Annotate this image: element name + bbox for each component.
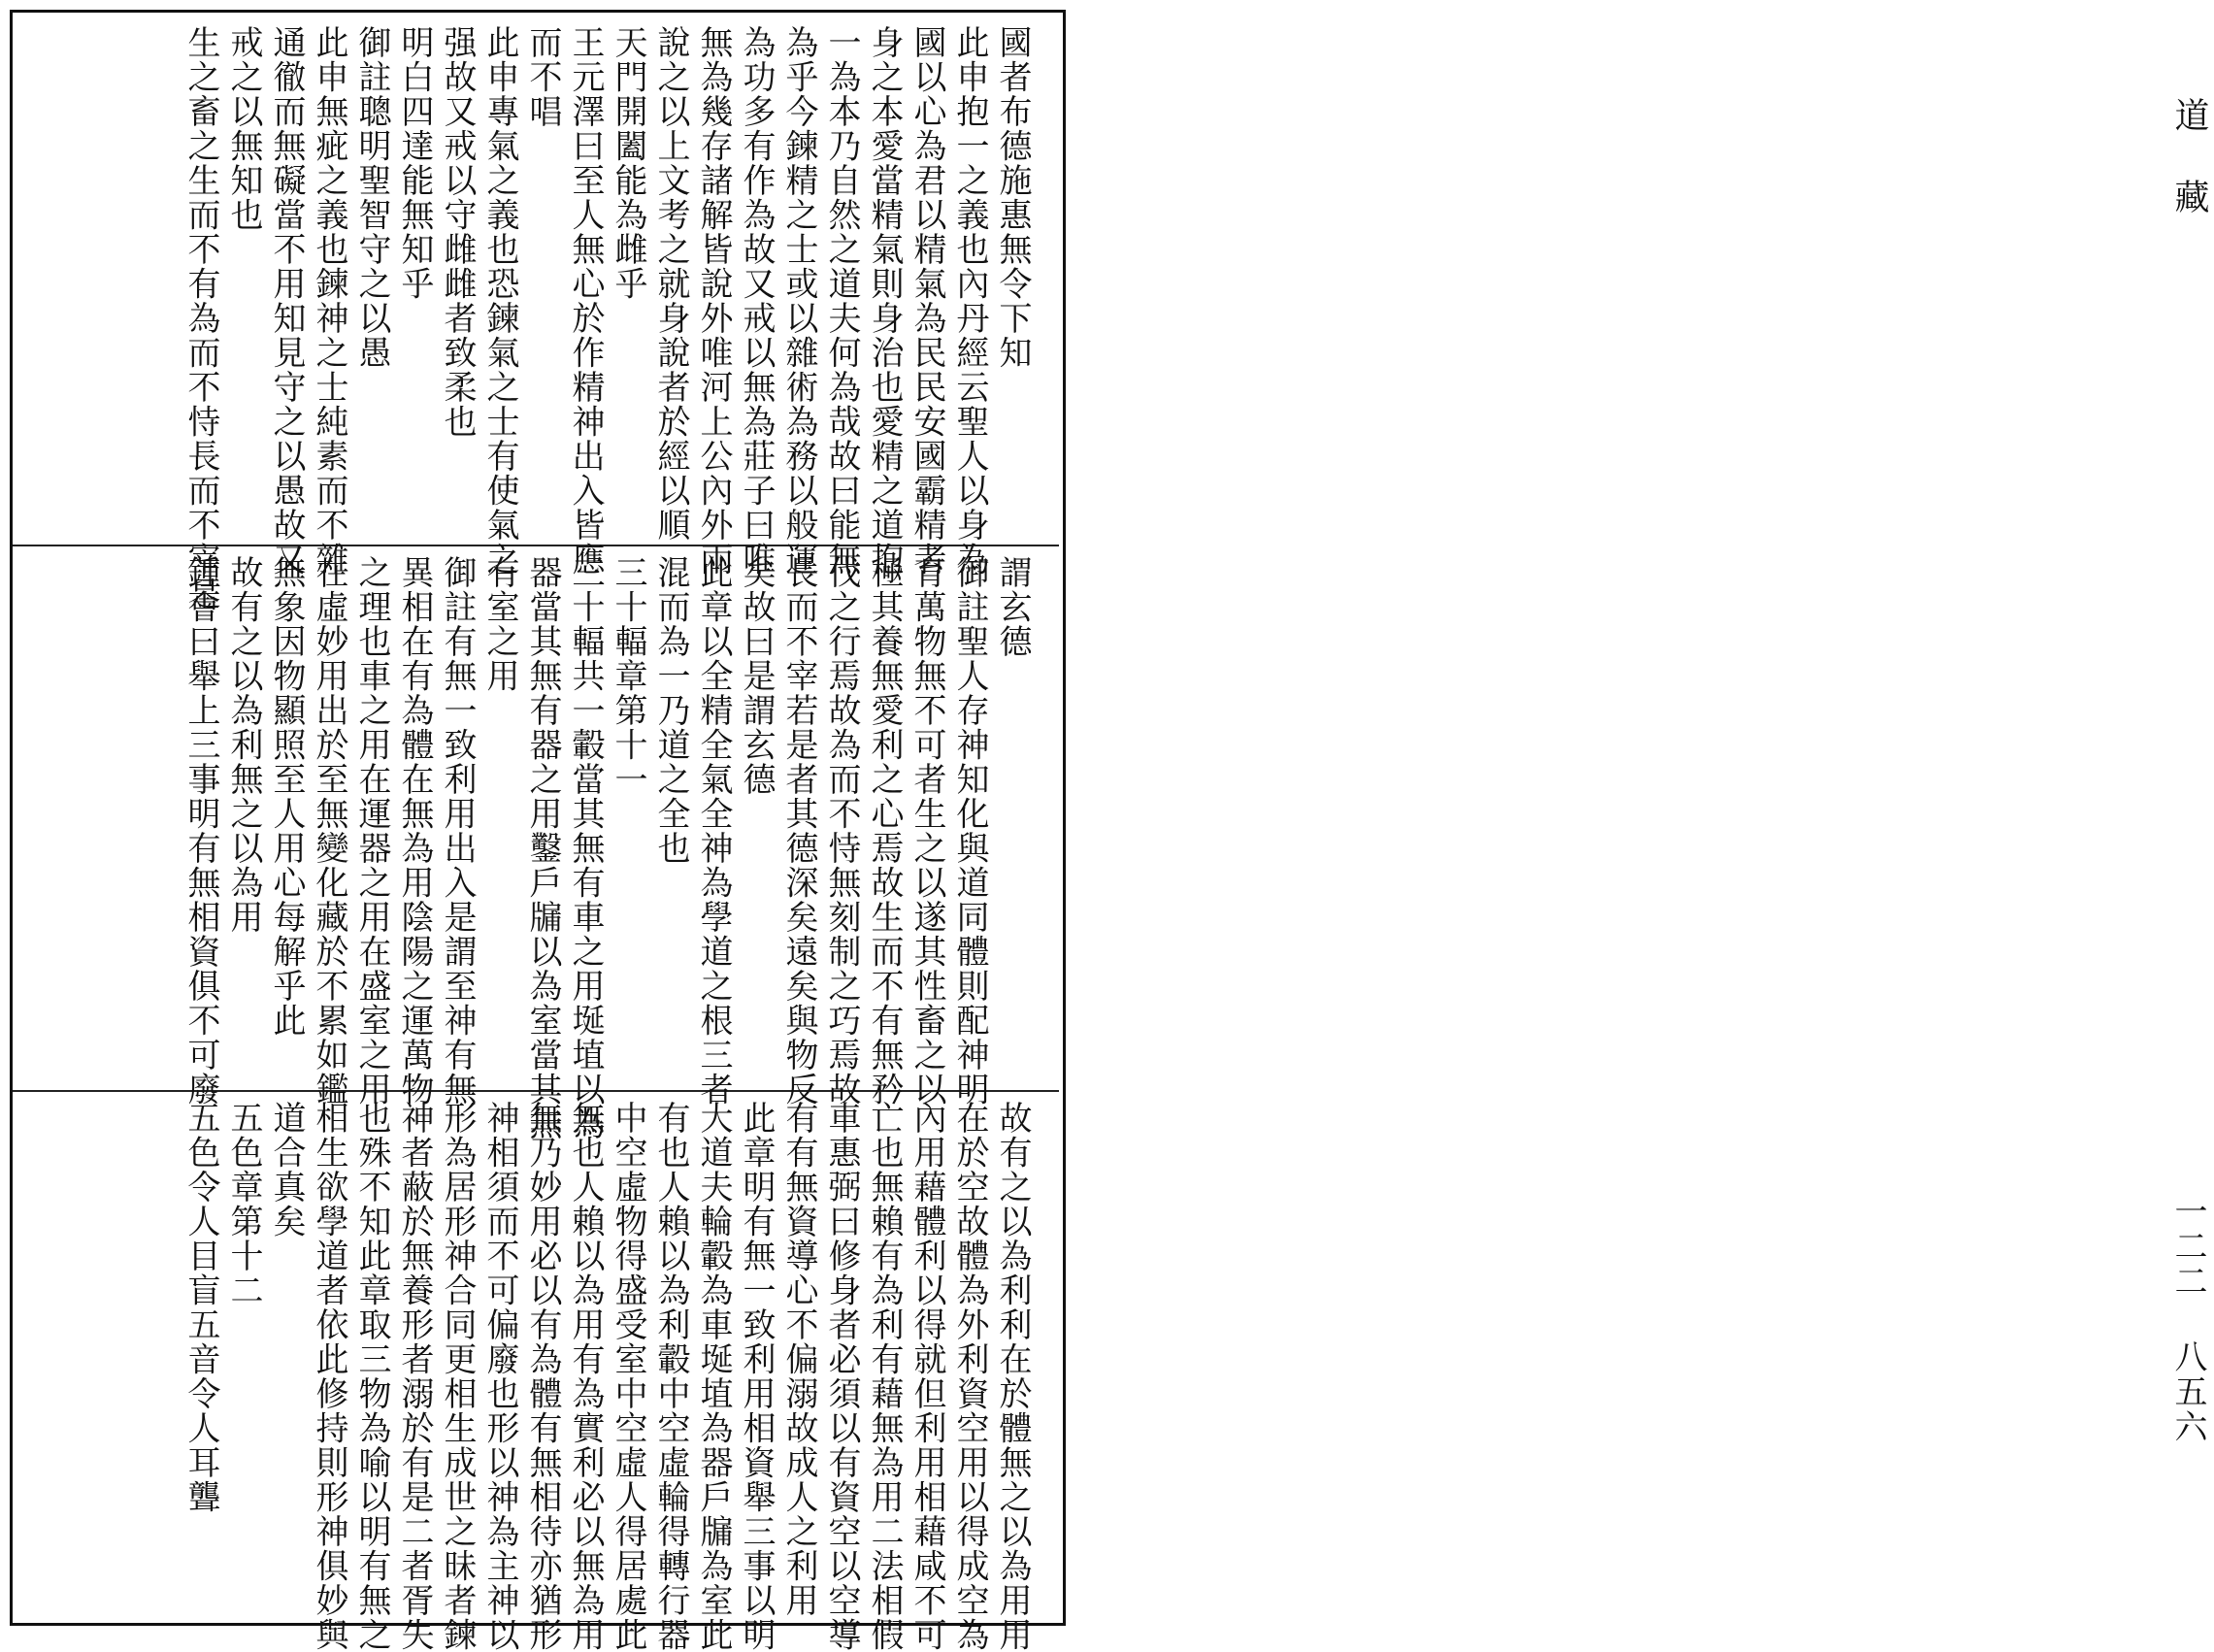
text-column: 相生欲學道者依此修持則形神俱妙與 [310, 1101, 348, 1652]
text-column: 中空虛物得盛受室中空虛人得居處此 [609, 1101, 647, 1652]
text-column: 有有無資導心不偏溺故成人之利用 [779, 1101, 818, 1618]
text-column: 大道夫輪轂為車埏埴為器戶牖為室此 [694, 1101, 733, 1652]
text-column: 在虛妙用出於至無變化藏於不累如鑑 [310, 555, 348, 1107]
text-column: 為功多有作為故又戒以無為莊子曰唯 [737, 25, 776, 577]
text-column: 內用藉體利以得就但利用相藉咸不可 [908, 1101, 946, 1652]
text-column: 御註聖人存神知化與道同體則配神明 [950, 555, 989, 1107]
text-column: 此申無疵之義也鍊神之士純素而不雜 [310, 25, 348, 577]
text-column: 亡也無賴有為利有藉無為用二法相假 [865, 1101, 904, 1652]
text-column: 鍾會曰舉上三事明有無相資俱不可廢 [182, 555, 220, 1107]
text-column: 三十輻章第十一 [609, 555, 647, 797]
text-column: 之理也車之用在運器之用在盛室之用 [352, 555, 391, 1107]
text-column: 謂玄德 [993, 555, 1032, 659]
page-number: 一二二 八五六 [2168, 1194, 2207, 1444]
text-column: 道合真矣 [267, 1101, 306, 1239]
text-column: 五色令人目盲五音令人耳聾 [182, 1101, 220, 1514]
text-column: 一為本乃自然之道夫何為哉故曰能無 [822, 25, 861, 577]
text-column: 御註有無一致利用出入是謂至神有無 [438, 555, 477, 1107]
column-group [182, 555, 1032, 1141]
text-column: 王元澤曰至人無心於作精神出入皆應 [566, 25, 605, 577]
text-panel-bottom [16, 1093, 1046, 1652]
column-group [182, 1101, 1032, 1652]
text-column: 矣故曰是謂玄德 [737, 555, 776, 797]
text-column: 此章以全精全氣全神為學道之根三者 [694, 555, 733, 1107]
text-column: 伐之行焉故為而不恃無刻制之巧焉故 [822, 555, 861, 1107]
text-column: 極其養無愛利之心焉故生而不有無矜 [865, 555, 904, 1107]
text-column: 御註聰明聖智守之以愚 [352, 25, 391, 370]
text-column: 天門開闔能為雌乎 [609, 25, 647, 301]
text-column: 異相在有為體在無為用陰陽之運萬物 [395, 555, 434, 1107]
text-column: 而不唱 [523, 25, 562, 129]
text-column: 故有之以為利無之以為用 [224, 555, 263, 935]
text-column: 强故又戒以守雌雌者致柔也 [438, 25, 477, 439]
page-margin [1079, 0, 2209, 1639]
collection-title: 道藏 [2169, 97, 2209, 260]
text-column: 在於空故體為外利資空用以得成空為 [950, 1101, 989, 1652]
text-column: 車惠弼曰修身者必須以有資空以空導 [822, 1101, 861, 1652]
text-column: 說之以上文考之就身說者於經以順 [651, 25, 690, 543]
text-column: 無也人賴以為用有為實利必以無為用 [566, 1101, 605, 1652]
text-column: 無為幾存諸解皆說外唯河上公內外兩 [694, 25, 733, 577]
text-column: 為乎今鍊精之士或以雜術為務以般運 [779, 25, 818, 577]
text-panel-middle [16, 547, 1046, 1141]
text-column: 國以心為君以精氣為民民安國霸精者 [908, 25, 946, 577]
text-column: 戒之以無知也 [224, 25, 263, 232]
text-column: 國者布德施惠無令下知 [993, 25, 1032, 370]
text-column: 五色章第十二 [224, 1101, 263, 1307]
text-column: 生之畜之生而不有為而不恃長而不宰是 [182, 25, 220, 611]
text-column: 無乃妙用必以有為體有無相待亦猶形 [523, 1101, 562, 1652]
text-column: 此章明有無一致利用相資舉三事以明 [737, 1101, 776, 1652]
text-column: 有室之用 [480, 555, 519, 693]
text-column: 形為居形神合同更相生成世之昧者鍊 [438, 1101, 477, 1652]
text-column: 三十輻共一轂當其無有車之用埏埴以為 [566, 555, 605, 1141]
text-column: 混而為一乃道之全也 [651, 555, 690, 866]
text-column: 神者蔽於無養形者溺於有是二者胥失 [395, 1101, 434, 1652]
text-column: 也殊不知此章取三物為喻以明有無之 [352, 1101, 391, 1652]
text-column: 通徹而無礙當不用知見守之以愚故又 [267, 25, 306, 577]
text-column: 故有之以為利利在於體無之以為用用 [993, 1101, 1032, 1652]
text-column: 有也人賴以為利轂中空虛輪得轉行器 [651, 1101, 690, 1652]
text-column: 此申抱一之義也內丹經云聖人以身為 [950, 25, 989, 577]
text-column: 育萬物無不可者生之以遂其性畜之以 [908, 555, 946, 1107]
text-column: 明白四達能無知乎 [395, 25, 434, 301]
text-column: 長而不宰若是者其德深矣遠矣與物反 [779, 555, 818, 1107]
text-column: 無象因物顯照至人用心每解乎此 [267, 555, 306, 1038]
text-column: 神相須而不可偏廢也形以神為主神以 [480, 1101, 519, 1652]
text-column: 此申專氣之義也恐鍊氣之士有使氣之 [480, 25, 519, 577]
text-column: 器當其無有器之用鑿戶牖以為室當其無 [523, 555, 562, 1141]
text-column: 身之本愛當精氣則身治也愛精之道抱 [865, 25, 904, 577]
